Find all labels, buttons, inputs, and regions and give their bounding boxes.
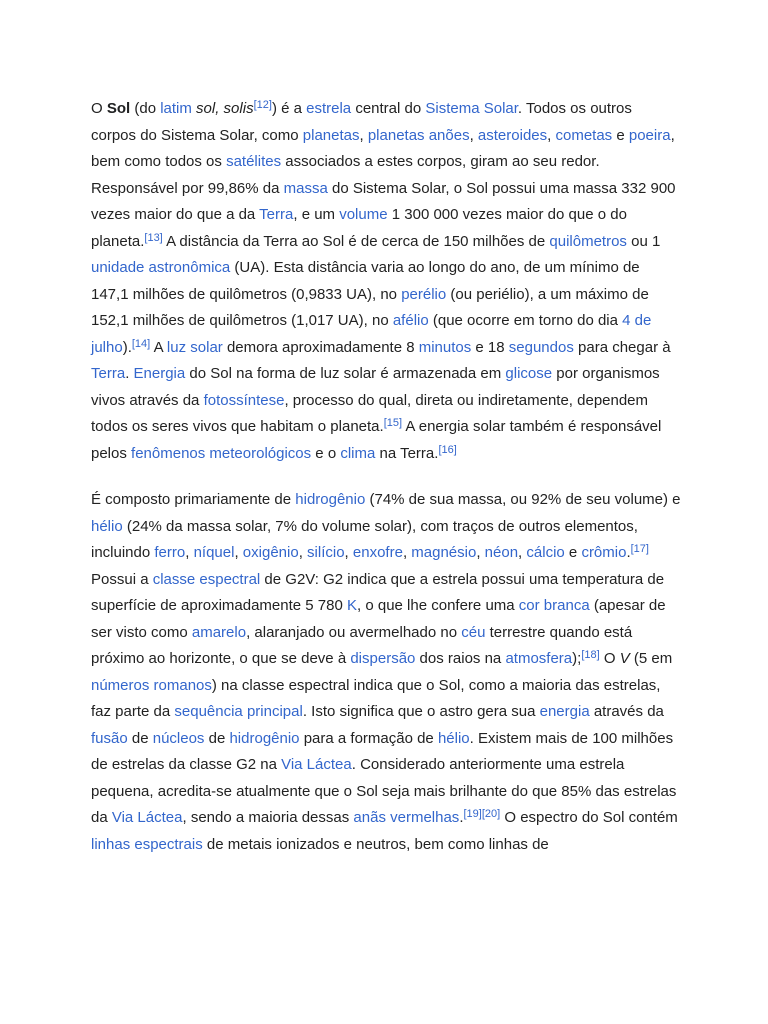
article-link[interactable]: Terra — [91, 365, 126, 382]
text-run: ) na classe espectral indica que o Sol, como a maioria das estrelas, faz parte da — [91, 676, 661, 720]
article-link[interactable]: hidrogênio — [229, 729, 300, 747]
text-run: através da — [589, 703, 664, 720]
text-run: , — [298, 544, 308, 561]
article-link[interactable]: níquel — [193, 544, 235, 561]
text-run: , o que lhe confere uma — [357, 597, 519, 614]
article-link[interactable]: Via Láctea — [281, 756, 352, 773]
text-run: (74% de sua massa, ou 92% de seu volume) e — [365, 491, 681, 508]
citation-link[interactable]: [16] — [438, 443, 457, 456]
article-link[interactable]: luz solar — [166, 338, 223, 356]
text-run: e — [612, 126, 629, 144]
citation-link[interactable]: [17] — [630, 543, 649, 555]
article-link[interactable]: Terra — [259, 206, 294, 223]
article-link[interactable]: volume — [339, 206, 388, 223]
article-link[interactable]: atmosfera — [505, 650, 573, 667]
article-link[interactable]: perélio — [401, 285, 447, 303]
text-run: associados a estes corpos, giram ao seu redor. Responsável por 99,86% da — [91, 153, 600, 197]
article-link[interactable]: minutos — [418, 338, 472, 356]
text-run: (24% da massa solar, 7% do volume solar), com traços de outros elementos, incluindo — [91, 517, 638, 561]
article-link[interactable]: sequência principal — [174, 703, 303, 720]
text-run: do Sistema Solar, o Sol possui uma massa 332 900 vezes maior do que a da — [91, 179, 676, 223]
article-link[interactable]: classe espectral — [152, 570, 261, 588]
article-link[interactable]: enxofre — [352, 544, 403, 561]
text-run: ); — [572, 650, 582, 667]
text-run: sol, solis — [196, 100, 254, 117]
text-run: central do — [351, 100, 426, 117]
article-link[interactable]: K — [347, 597, 358, 614]
text-run: (que ocorre em torno do dia — [428, 312, 623, 329]
text-run: ou 1 — [626, 232, 661, 250]
text-run: e — [564, 544, 582, 561]
text-run: e 18 — [471, 338, 509, 356]
text-run: por organismos vivos através da — [91, 365, 660, 409]
text-run: , — [402, 544, 412, 561]
text-run: , — [547, 126, 556, 144]
article-link[interactable]: silício — [307, 544, 345, 561]
article-link[interactable]: cometas — [555, 126, 613, 144]
article-link[interactable]: linhas espectrais — [91, 835, 203, 853]
text-run: , — [476, 544, 485, 561]
text-run: , — [185, 544, 194, 561]
text-run: A distância da Terra ao Sol é de cerca de 150 milhões de — [162, 232, 550, 250]
text-run: O — [91, 100, 107, 117]
text-run: . — [626, 544, 631, 561]
article-link[interactable]: asteroides — [477, 126, 548, 144]
article-link[interactable]: cálcio — [526, 544, 565, 561]
article-body — [91, 96, 681, 858]
article-link[interactable]: núcleos — [152, 729, 205, 747]
article-link[interactable]: fotossíntese — [203, 391, 285, 409]
article-link[interactable]: néon — [484, 544, 519, 561]
text-run: V — [619, 650, 630, 667]
article-link[interactable]: oxigênio — [242, 544, 299, 561]
article-link[interactable]: planetas — [302, 126, 360, 144]
article-link[interactable]: dispersão — [350, 650, 416, 667]
citation-link[interactable]: [19][20] — [463, 808, 501, 820]
article-link[interactable]: Sistema Solar — [425, 100, 518, 117]
text-run: O — [599, 650, 620, 667]
text-run: , — [518, 544, 527, 561]
text-run: de — [204, 729, 230, 747]
article-link[interactable]: unidade astronômica — [91, 259, 231, 276]
article-link[interactable]: números romanos — [91, 676, 212, 694]
text-run: para a formação de — [299, 729, 438, 747]
text-run: de metais ionizados e neutros, bem como linhas de — [202, 835, 549, 853]
article-link[interactable]: anãs vermelhas — [353, 809, 460, 826]
text-run: de — [127, 729, 153, 747]
text-run: Possui a — [91, 570, 153, 588]
text-run: , bem como todos os — [91, 126, 675, 170]
text-run: O espectro do Sol contém — [500, 809, 678, 826]
article-link[interactable]: afélio — [392, 312, 429, 329]
text-run: , — [469, 126, 478, 144]
text-run: dos raios na — [415, 650, 506, 667]
article-link[interactable]: magnésio — [411, 544, 477, 561]
text-run: (ou periélio), a um máximo de 152,1 milhões de quilômetros (1,017 UA), no — [91, 285, 649, 329]
text-run: , — [359, 126, 368, 144]
article-link[interactable]: poeira — [628, 126, 671, 144]
text-run: A — [150, 338, 167, 356]
citation-link[interactable]: [12] — [253, 99, 272, 111]
text-run: ). — [122, 338, 132, 356]
article-link[interactable]: cor branca — [518, 597, 590, 614]
text-run: (do — [130, 100, 161, 117]
text-run: , processo do qual, direta ou indiretamente, dependem todos os seres vivos que habitam o planeta. — [91, 391, 649, 435]
citation-link[interactable]: [13] — [144, 231, 163, 244]
text-run: na Terra. — [375, 444, 439, 462]
bold-term: Sol — [106, 100, 131, 117]
article-link[interactable]: 4 de julho — [91, 312, 652, 356]
article-link[interactable]: hélio — [91, 517, 123, 535]
article-link[interactable]: satélites — [226, 153, 282, 170]
article-link[interactable]: fenômenos meteorológicos — [131, 444, 312, 462]
article-link[interactable]: latim — [160, 100, 192, 117]
article-link[interactable]: céu — [461, 623, 486, 641]
text-run: . Isto significa que o astro gera sua — [302, 703, 540, 720]
text-run: do Sol na forma de luz solar é armazenada em — [185, 365, 506, 382]
article-link[interactable]: massa — [283, 179, 328, 197]
text-run: demora aproximadamente 8 — [222, 338, 419, 356]
text-run: . — [125, 365, 134, 382]
article-link[interactable]: fusão — [91, 729, 128, 747]
citation-link[interactable]: [14] — [131, 337, 151, 350]
text-run: ) é a — [271, 100, 307, 117]
text-run: , sendo a maioria dessas — [182, 809, 354, 826]
article-link[interactable]: quilômetros — [549, 232, 627, 250]
text-run: (5 em — [629, 650, 673, 667]
text-run: É composto primariamente de — [91, 491, 296, 508]
text-run: . Todos os outros corpos do Sistema Solar, como — [91, 100, 632, 144]
text-run: A energia solar também é responsável pelos — [91, 418, 662, 462]
text-run: (UA). Esta distância varia ao longo do ano, de um mínimo de 147,1 milhões de quilômetros (0,9833 UA), no — [91, 259, 640, 303]
paragraph-intro — [91, 96, 681, 467]
citation-link[interactable]: [18] — [581, 649, 600, 661]
paragraph-composition — [91, 487, 681, 858]
text-run: . Existem mais de 100 milhões de estrelas da classe G2 na — [91, 729, 674, 773]
article-link[interactable]: segundos — [508, 338, 574, 356]
text-run: . — [459, 809, 464, 826]
article-link[interactable]: Via Láctea — [111, 809, 183, 826]
article-link[interactable]: ferro — [154, 544, 186, 561]
article-link[interactable]: clima — [340, 444, 376, 462]
article-link[interactable]: crômio — [581, 544, 627, 561]
text-run: , — [234, 544, 243, 561]
article-link[interactable]: energia — [539, 703, 590, 720]
text-run: 1 300 000 vezes maior do que o do planeta. — [91, 206, 627, 250]
citation-link[interactable]: [15] — [383, 417, 403, 429]
article-link[interactable]: hidrogênio — [295, 491, 366, 508]
text-run: . Considerado anteriormente uma estrela pequena, acredita-se atualmente que o Sol seja mais brilhante do que 85% das estrelas da — [91, 756, 677, 826]
text-run: de G2V: G2 indica que a estrela possui uma temperatura de superfície de aproximadamente 5 780 — [91, 570, 665, 614]
text-run: , — [344, 544, 353, 561]
text-run: terrestre quando está próximo ao horizonte, o que se deve à — [91, 623, 633, 667]
article-link[interactable]: planetas anões — [367, 126, 470, 144]
article-link[interactable]: hélio — [437, 729, 470, 747]
article-link[interactable]: estrela — [306, 100, 352, 117]
text-run: para chegar à — [573, 338, 671, 356]
text-run: , alaranjado ou avermelhado no — [246, 623, 462, 641]
article-link[interactable]: amarelo — [191, 623, 247, 641]
article-link[interactable]: glicose — [505, 365, 553, 382]
text-run: (apesar de ser visto como — [91, 597, 666, 641]
text-run: , e um — [293, 206, 340, 223]
article-link[interactable]: Energia — [133, 365, 186, 382]
text-run: e o — [311, 444, 341, 462]
